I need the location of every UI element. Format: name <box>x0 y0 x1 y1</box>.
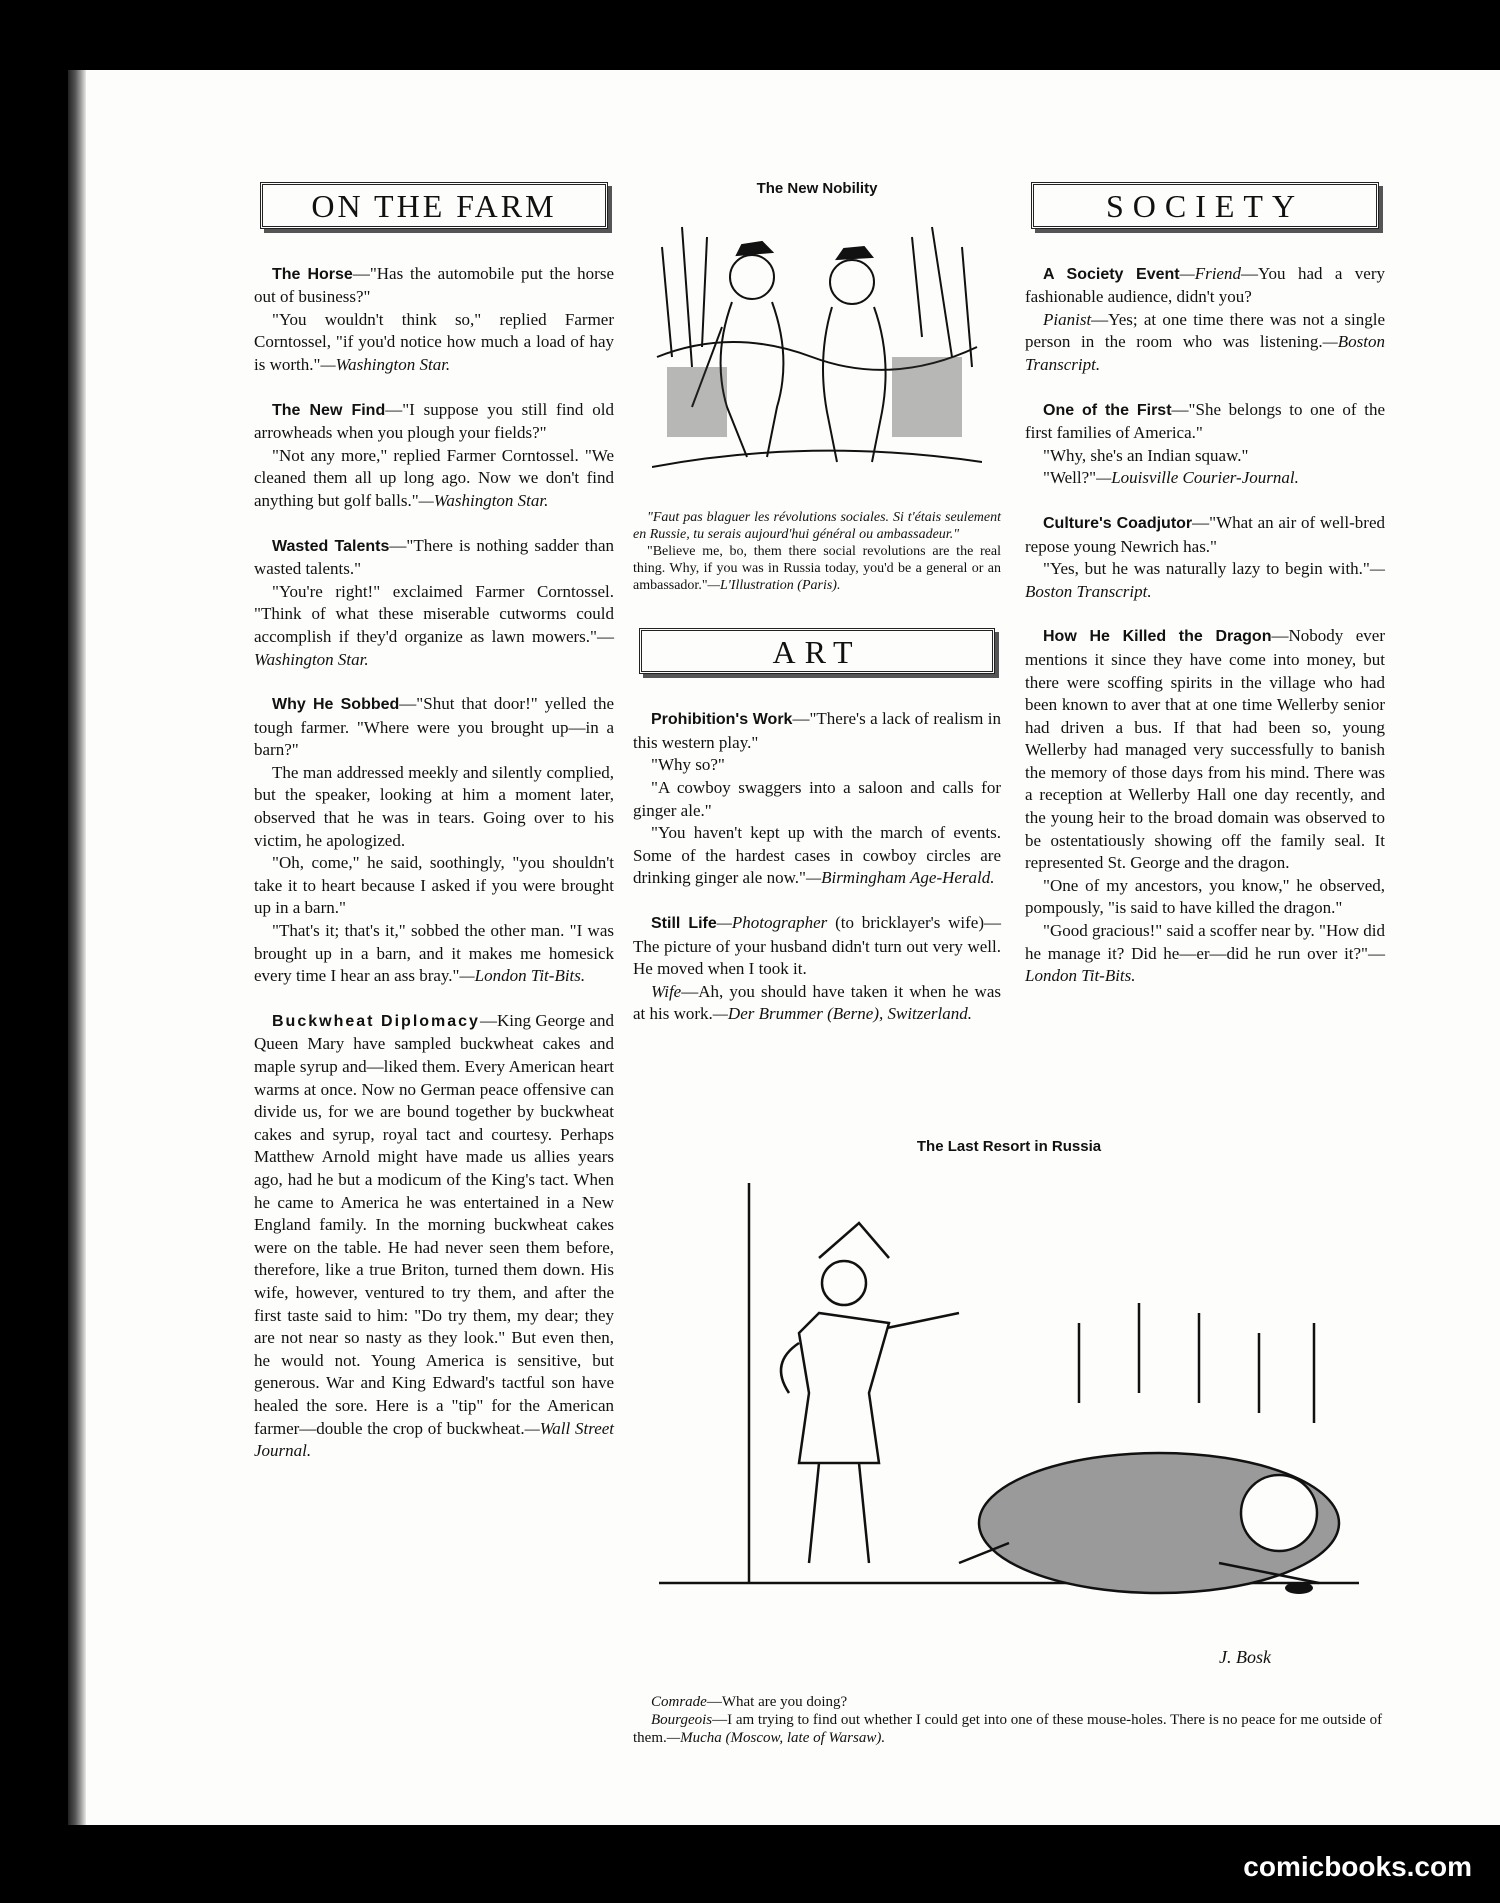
cartoon-new-nobility-illustration <box>652 207 982 497</box>
section-header-farm: ON THE FARM <box>260 182 608 229</box>
joke-source: —Wall Street Journal. <box>254 1418 615 1461</box>
joke-title: Prohibition's Work <box>651 711 793 729</box>
joke-text: "Good gracious!" said a scoffer near by. "How did he manage it? Did he—er—did he run over it?"— <box>1025 921 1385 963</box>
joke-text: —"There is nothing sadder than wasted talents." <box>254 535 615 579</box>
section-header-art: ART <box>639 628 995 675</box>
cartoon-title-last-resort: The Last Resort in Russia <box>916 1138 1102 1155</box>
joke-text: —Yes; at one time there was not a single person in the room who was listening. <box>1025 309 1385 352</box>
joke-cultures-coadjutor <box>1025 512 1385 603</box>
joke-speaker: Wife <box>651 981 682 1001</box>
joke-source: —Louisville Courier-Journal. <box>1096 468 1299 488</box>
joke-source: —Washington Star. <box>418 490 549 510</box>
caption-french: "Faut pas blaguer les révolutions sociales. Si t'étais seulement en Russie, tu serais aujourd'hui général ou ambassadeur." <box>633 509 1001 542</box>
cartoon-title-new-nobility: The New Nobility <box>756 180 878 197</box>
joke-speaker: Pianist <box>1043 309 1092 329</box>
joke-title: Culture's Coadjutor <box>1043 514 1193 532</box>
cartoon-last-resort-in-russia <box>633 1138 1385 1747</box>
joke-text: —"Shut that door!" yelled the tough farmer. "Where were you brought up—in a barn?" <box>254 694 614 760</box>
joke-text: "Well?" <box>1043 468 1097 488</box>
cartoon-caption-last-resort <box>633 1693 1385 1747</box>
caption-line: —What are you doing? <box>706 1694 848 1710</box>
joke-the-horse <box>254 263 614 377</box>
joke-one-of-the-first <box>1025 399 1385 490</box>
watermark-brand: comicbooks.com <box>1243 1851 1472 1882</box>
joke-speaker: —Friend <box>1179 263 1241 283</box>
column-art <box>633 178 1001 1048</box>
joke-wasted-talents <box>254 535 614 672</box>
joke-title: Buckwheat Diplomacy <box>272 1012 480 1030</box>
joke-title: The Horse <box>272 265 353 283</box>
joke-text: —Nobody ever mentions it since they have come into money, but there were scoffing spirits in the village who had been known to aver that at one time Wellerby senior had driven a bus. If that had been so, young Wellerby had managed very successfully to banish the memory of those days from his mind. There was a reception at Wellerby Hall one day recently, and the young heir to the broad domain was observed to be ostentatiously showing off the family seal. It represented St. George and the dragon. <box>1025 626 1385 873</box>
joke-speaker: —Photographer <box>716 912 828 932</box>
joke-text: —King George and Queen Mary have sampled buckwheat cakes and maple syrup and—liked them. Every American heart warms at once. Now no German peace offensive can divide us, for we are bound together by buckwheat cakes and syrup, royal tact and courtesy. Perhaps Matthew Arnold might have made us allies years ago, had he but a modicum of the King's tact. When he came to America he was entertained in a New England family. In the morning buckwheat cakes were on the table. He had never seen them before, therefore, like a true Briton, turned them down. His wife, however, ventured to try them, and after the first taste said to him: "Do try them, my dear; they are not near so nasty as they look." But even then, he would not. Young America is sensitive, but generous. War and King Edward's tactful son have healed the sore. Here is a "tip" for the American farmer—double the crop of buckwheat. <box>254 1010 614 1438</box>
cartoon-signature: J. Bosk <box>1219 1647 1271 1667</box>
joke-the-new-find <box>254 399 614 513</box>
joke-title: Wasted Talents <box>272 537 390 555</box>
joke-title: One of the First <box>1043 401 1172 419</box>
joke-source: —Washington Star. <box>320 354 451 374</box>
joke-text: —"Has the automobile put the horse out of business?" <box>254 263 614 307</box>
caption-line: —I am trying to find out whether I could get into one of these mouse-holes. There is no peace for me outside of them. <box>633 1712 1383 1746</box>
joke-title: The New Find <box>272 401 386 419</box>
section-header-society: SOCIETY <box>1031 182 1379 229</box>
joke-text: "Why, she's an Indian squaw." <box>1043 445 1249 465</box>
joke-title: Still Life <box>651 914 717 932</box>
joke-text: "That's it; that's it," sobbed the other man. "I was brought up in a barn, and it makes me homesick every time I hear an ass bray." <box>254 921 614 986</box>
article-buckwheat-diplomacy <box>254 1010 614 1463</box>
joke-text: "Not any more," replied Farmer Corntossel. "We cleaned them all up long ago. Now we don't find anything but golf balls." <box>254 445 614 510</box>
joke-text: "You're right!" exclaimed Farmer Corntossel. "Think of what these miserable cutworms could accomplish if they'd organize as lawn mowers."— <box>254 581 614 646</box>
joke-text: "Yes, but he was naturally lazy to begin with." <box>1043 559 1370 579</box>
joke-source: —London Tit-Bits. <box>459 966 586 986</box>
joke-source: —Boston Transcript. <box>1025 332 1385 374</box>
joke-prohibitions-work <box>633 708 1001 890</box>
column-on-the-farm <box>254 182 614 1485</box>
page-spine <box>68 70 86 1825</box>
cartoon-last-resort-illustration <box>659 1163 1359 1683</box>
joke-how-he-killed-the-dragon <box>1025 625 1385 988</box>
caption-source: —Mucha (Moscow, late of Warsaw). <box>666 1730 886 1746</box>
caption-speaker: Comrade <box>651 1694 707 1710</box>
joke-text: "Why so?" <box>651 755 725 775</box>
joke-text: —"There's a lack of realism in this western play." <box>633 709 1001 752</box>
joke-text: —"What an air of well-bred repose young Newrich has." <box>1025 512 1385 556</box>
caption-source: —L'Illustration (Paris). <box>707 577 841 593</box>
joke-source: —Birmingham Age-Herald. <box>805 868 995 888</box>
joke-text: The man addressed meekly and silently complied, but the speaker, looking at him a moment later, observed that he was in tears. Going over to his victim, he apologized. <box>254 762 614 850</box>
caption-speaker: Bourgeois <box>651 1712 713 1728</box>
cartoon-caption-new-nobility <box>633 509 1001 594</box>
joke-a-society-event <box>1025 263 1385 377</box>
joke-why-he-sobbed <box>254 693 614 988</box>
joke-text: —You had a very fashionable audience, didn't you? <box>1025 263 1385 307</box>
joke-text: "You haven't kept up with the march of events. Some of the hardest cases in cowboy circles are drinking ginger ale now." <box>633 823 1001 888</box>
joke-text: "You wouldn't think so," replied Farmer Corntossel, "if you'd notice how much a load of hay is worth." <box>254 309 614 374</box>
joke-text: "Oh, come," he said, soothingly, "you shouldn't take it to heart because I asked if you were brought up in a barn." <box>254 853 614 918</box>
joke-text: —Ah, you should have taken it when he was at his work. <box>633 981 1001 1024</box>
joke-title: A Society Event <box>1043 265 1180 283</box>
joke-source: Washington Star. <box>254 649 369 669</box>
joke-text: "A cowboy swaggers into a saloon and calls for ginger ale." <box>633 777 1001 820</box>
joke-text: —"I suppose you still find old arrowheads when you plough your fields?" <box>254 399 614 443</box>
joke-text: (to bricklayer's wife)—The picture of your husband didn't turn out very well. He moved when I took it. <box>633 912 1001 979</box>
joke-source: London Tit-Bits. <box>1025 966 1136 986</box>
caption-english: "Believe me, bo, them there social revolutions are the real thing. Why, if you was in Russia today, you'd be a general or an ambassador." <box>633 543 1001 593</box>
joke-title: Why He Sobbed <box>272 696 400 714</box>
joke-source: —Boston Transcript. <box>1025 559 1385 601</box>
joke-source: —Der Brummer (Berne), Switzerland. <box>712 1004 973 1024</box>
joke-text: —"She belongs to one of the first families of America." <box>1025 399 1385 443</box>
column-society <box>1025 182 1385 1010</box>
joke-title: How He Killed the Dragon <box>1043 628 1272 646</box>
joke-text: "One of my ancestors, you know," he observed, pompously, "is said to have killed the dragon." <box>1025 875 1385 918</box>
joke-still-life <box>633 912 1001 1026</box>
